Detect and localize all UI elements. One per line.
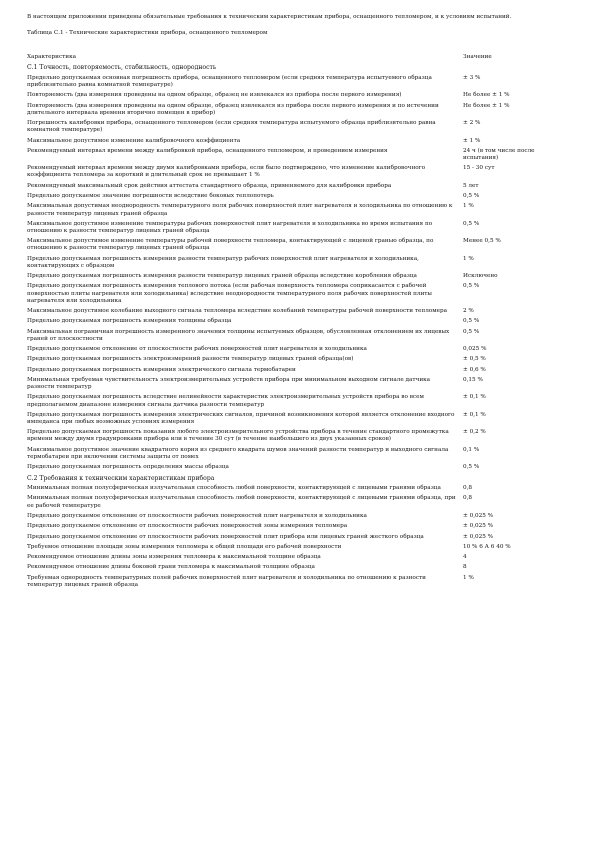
value-cell: 0,8 (463, 485, 473, 492)
value-cell: 0,5 % (463, 220, 480, 227)
characteristic-cell: Повторяемость (два измерения проведены на одном образце, образец не извлекался из прибора после первого измерения) (27, 92, 402, 99)
header-value: Значение (463, 54, 492, 61)
table-row (27, 429, 567, 443)
value-cell: 0,5 % (463, 193, 480, 200)
characteristic-cell: Предельно допускаемая погрешность показания любого электроизмерительного устройства прибора в течение стандартного промежутка времени между двумя градуировками прибора или в течение 30 сут (в течение наибольшего из двух указанных сроков) (27, 429, 449, 443)
table-row (27, 534, 567, 541)
table-row (27, 308, 567, 315)
value-cell: ± 3 % (463, 74, 481, 81)
table-row (27, 513, 567, 520)
table-row (27, 464, 567, 471)
characteristic-cell: Максимальное допустимое изменение температуры рабочей поверхности тепломера, контактирующей с лицевой гранью образца, по отношению к разности температур лицевых граней образца (27, 238, 434, 252)
table-row (27, 554, 567, 561)
value-cell: 10 % 6 А 6 40 % (463, 543, 511, 550)
value-cell: 2 % (463, 308, 474, 315)
table-row (27, 544, 567, 551)
intro-paragraph: В настоящем приложении приведены обязательные требования к техническим характеристикам прибора, оснащенного тепломером, и к условиям испытаний. (27, 14, 512, 20)
characteristic-cell: Минимальная полная полусферическая излучательная способность любой поверхности, контактирующей с лицевыми гранями образца, при ее рабочей температуре (27, 495, 456, 509)
table-row (27, 183, 567, 190)
value-cell: ± 0,5 % (463, 356, 486, 363)
table-row (27, 92, 567, 99)
value-cell: ± 0,025 % (463, 512, 494, 519)
characteristic-cell: Минимальная полная полусферическая излучательная способность любой поверхности, контактирующей с лицевыми гранями образца (27, 485, 441, 492)
table-row (27, 120, 567, 134)
characteristic-cell: Максимальное допустимое значение квадратного корня из среднего квадрата шумов значений разности температур и выходного сигнала термобатареи при включении системы защиты от помех (27, 446, 449, 460)
value-cell: 5 лет (463, 182, 479, 189)
table-row (27, 138, 567, 145)
value-cell: 1 % (463, 574, 474, 581)
characteristic-cell: Предельно допускаемое отклонение от плоскостности рабочих поверхностей плит нагревателя и холодильника (27, 512, 367, 519)
table-header-row (27, 54, 567, 61)
value-cell: ± 0,1 % (463, 411, 486, 418)
table-row (27, 523, 567, 530)
characteristic-cell: Максимальное допустимое колебание выходного сигнала тепломера вследствие колебаний температуры рабочей поверхности тепломера (27, 308, 448, 315)
characteristic-cell: Максимальная допустимая неоднородность температурного поля рабочих поверхностей плит нагревателя и холодильника по отношению к разности температур лицевых граней образца (27, 203, 453, 217)
characteristic-cell: Предельно допускаемая погрешность измерения электрических сигналов, причиной возникновения которой является отклонение входного импеданса при любых возможных условиях измерения (27, 411, 455, 426)
value-cell: Не более ± 1 % (463, 102, 510, 109)
table-row (27, 377, 567, 391)
characteristic-cell: Предельно допускаемая погрешность измерения толщины образца (27, 318, 232, 325)
table-row (27, 256, 567, 270)
characteristic-cell: Предельно допускаемая погрешность измерения теплового потока (если рабочая поверхность тепломера соприкасается с рабочей поверхностью плиты нагревателя или холодильника) вследствие неоднородности температурного поля рабочих поверхностей плиты нагревателя или холодильника (27, 283, 432, 304)
table-row (27, 495, 567, 509)
value-cell: ± 2 % (463, 120, 481, 127)
table-row (27, 356, 567, 363)
characteristic-cell: Предельно допускаемая погрешность измерения разности температур лицевых граней образца вследствие коробления образца (27, 273, 417, 280)
table-row (27, 103, 567, 117)
value-cell: ± 1 % (463, 137, 481, 144)
characteristic-cell: Максимальное допустимое изменение температуры рабочих поверхностей плит нагревателя и холодильника во время испытания по отношению к разности температур лицевых граней образца (27, 220, 433, 234)
characteristic-cell: Погрешность калибровки прибора, оснащенного тепломером (если средняя температура испытуемого образца приблизительно равна комнатной температуре) (27, 120, 436, 134)
table-row (27, 193, 567, 200)
value-cell: 0,025 % (463, 346, 487, 353)
characteristic-cell: Рекомендуемый интервал времени между калибровкой прибора, оснащенного тепломером, и проведением измерения (27, 147, 388, 154)
characteristic-cell: Требуемая однородность температурных полей рабочих поверхностей плит нагревателя и холодильника по отношению к разности температур лицевых граней образца (27, 574, 426, 588)
table-row (27, 412, 567, 426)
characteristic-cell: Предельно допускаемое отклонение от плоскостности рабочих поверхностей зоны измерения тепломера (27, 523, 348, 530)
value-cell: 1 % (463, 255, 474, 262)
value-cell: 0,8 (463, 495, 473, 502)
table-row (27, 394, 567, 408)
characteristic-cell: Предельно допускаемая погрешность определения массы образца (27, 464, 229, 471)
table-body (27, 64, 567, 589)
value-cell: 0,5 % (463, 283, 480, 290)
value-cell: 15 - 30 сут (463, 165, 495, 172)
characteristic-cell: Максимальная пограничная погрешность измеренного значения толщины испытуемых образцов, обусловленная отклонением их лицевых граней от плоскостности (27, 328, 450, 342)
characteristic-cell: Предельно допускаемая основная погрешность прибора, оснащенного тепломером (если средняя температура испытуемого образца приблизительно равна комнатной температуре) (27, 74, 432, 89)
table-row (27, 447, 567, 461)
value-cell: 0,5 % (463, 328, 480, 335)
characteristics-table (27, 54, 567, 589)
characteristic-cell: Повторяемость (два измерения проведены на одном образце, образец извлекался из прибора после первого измерения и по истечении длительного интервала времени вторично помещен в прибор) (27, 102, 439, 116)
table-row (27, 318, 567, 325)
table-row (27, 75, 567, 89)
table-caption: Таблица С.1 - Технические характеристики прибора, оснащенного тепломером (27, 30, 268, 37)
table-row (27, 367, 567, 374)
characteristic-cell: Рекомендуемый максимальный срок действия аттестата стандартного образца, применяемого для калибровки прибора (27, 182, 392, 189)
value-cell: 8 (463, 564, 467, 571)
value-cell: 0,5 % (463, 464, 480, 471)
characteristic-cell: Предельно допускаемое значение погрешности вследствие боковых теплопотерь (27, 193, 274, 200)
value-cell: 4 (463, 554, 467, 561)
value-cell: 0,15 % (463, 377, 483, 384)
table-row (27, 203, 567, 217)
characteristic-cell: Предельно допускаемое отклонение от плоскостности рабочих поверхностей плит нагревателя и холодильника (27, 346, 367, 353)
characteristic-cell: Предельно допускаемое отклонение от плоскостности рабочих поверхностей плит прибора или лицевых граней жесткого образца (27, 533, 424, 540)
value-cell: ± 0,1 % (463, 394, 486, 401)
table-row (27, 148, 567, 162)
characteristic-cell: Предельно допускаемая погрешность электроизмерений разности температур лицевых граней образца(ов) (27, 356, 354, 363)
characteristic-cell: Рекомендуемый интервал времени между двумя калибровками прибора, если было подтверждено, что изменение калибровочного коэффициента тепломера за короткий и длительный срок не превышает 1 % (27, 165, 426, 179)
section-title: С.2 Требования к техническим характеристикам прибора (27, 474, 215, 482)
characteristic-cell: Предельно допускаемая погрешность измерения электрического сигнала термобатареи (27, 366, 296, 373)
table-row (27, 575, 567, 589)
characteristic-cell: Предельно допускаемая погрешность измерения разности температур рабочих поверхностей плит нагревателя и холодильника, контактирующих с образцом (27, 255, 419, 269)
characteristic-cell: Максимальное допустимое изменение калибровочного коэффициента (27, 137, 241, 144)
table-row (27, 283, 567, 304)
value-cell: ± 0,025 % (463, 523, 494, 530)
table-row (27, 221, 567, 235)
value-cell: 0,1 % (463, 446, 480, 453)
value-cell: ± 0,025 % (463, 533, 494, 540)
table-row (27, 346, 567, 353)
table-row (27, 238, 567, 252)
table-row (27, 273, 567, 280)
value-cell: Исключено (463, 273, 498, 280)
table-row (27, 485, 567, 492)
document-page (27, 14, 567, 592)
header-characteristic: Характеристика (27, 54, 77, 61)
value-cell: 24 ч (в том числе после испытания) (463, 147, 535, 162)
value-cell: Менее 0,5 % (463, 238, 501, 245)
section-title: С.1 Точность, повторяемость, стабильность, однородность (27, 64, 217, 72)
characteristic-cell: Предельно допускаемая погрешность вследствие нелинейности характеристик электроизмерительных устройств прибора во всем предполагаемом диапазоне измерения сигнала датчика разности температур (27, 394, 424, 408)
value-cell: ± 0,2 % (463, 429, 486, 436)
table-row (27, 564, 567, 571)
characteristic-cell: Требуемое отношение площади зоны измерения тепломера к общей площади его рабочей поверхности (27, 543, 342, 550)
value-cell: ± 0,6 % (463, 366, 486, 373)
characteristic-cell: Минимальная требуемая чувствительность электроизмерительных устройств прибора при минимальном выходном сигнале датчика разности температур (27, 377, 431, 391)
value-cell: 0,5 % (463, 318, 480, 325)
characteristic-cell: Рекомендуемое отношение длины боковой грани тепломера к максимальной толщине образца (27, 564, 315, 571)
table-row (27, 329, 567, 343)
characteristic-cell: Рекомендуемое отношение длины зоны измерения тепломера к максимальной толщине образца (27, 554, 321, 561)
value-cell: Не более ± 1 % (463, 92, 510, 99)
value-cell: 1 % (463, 203, 474, 210)
table-row (27, 165, 567, 179)
